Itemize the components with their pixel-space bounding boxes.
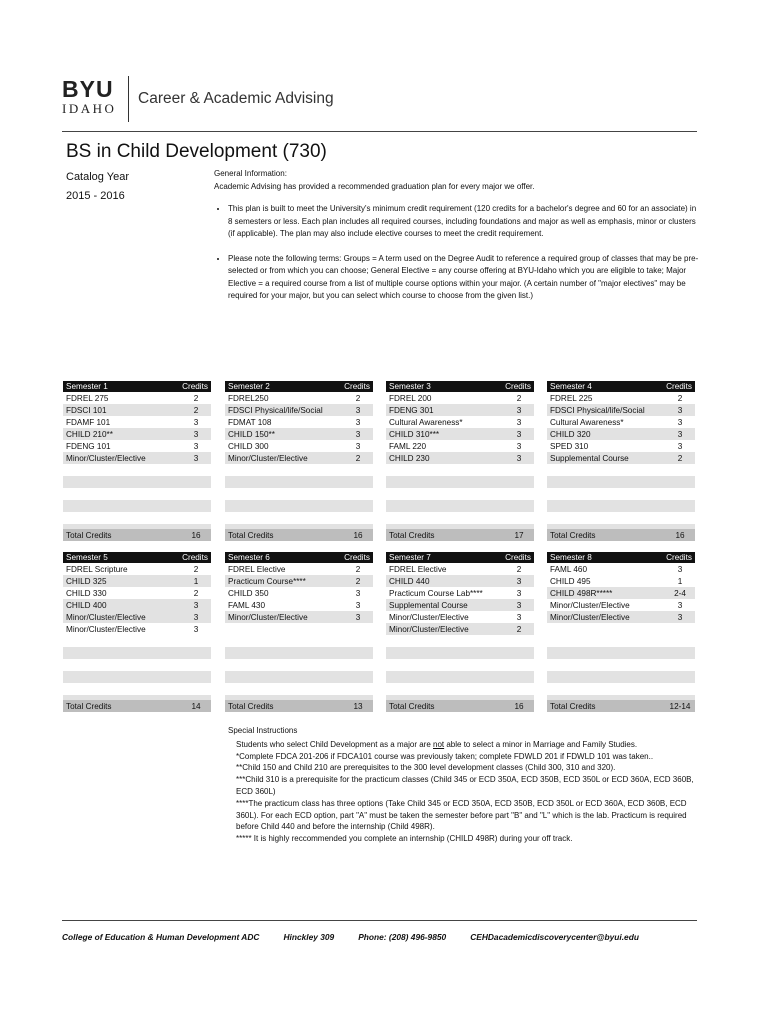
course-name: CHILD 230 <box>389 453 430 463</box>
program-title: BS in Child Development (730) <box>66 141 327 162</box>
course-credits: 3 <box>677 600 683 610</box>
semester-name: Semester 1 <box>66 382 108 391</box>
course-name: FDAMF 101 <box>66 417 111 427</box>
course-credits: 3 <box>355 405 361 415</box>
total-credits-value: 16 <box>514 701 524 711</box>
course-name: FDSCI Physical/life/Social <box>228 405 323 415</box>
course-credits: 3 <box>677 612 683 622</box>
course-credits: 3 <box>355 612 361 622</box>
semester-header <box>63 552 211 563</box>
empty-row <box>63 659 211 671</box>
course-name: SPED 310 <box>550 441 589 451</box>
course-credits: 3 <box>677 405 683 415</box>
empty-row <box>547 464 695 476</box>
header-rule <box>62 131 697 132</box>
course-row <box>225 392 373 404</box>
course-row <box>386 599 534 611</box>
semester-table <box>386 552 534 711</box>
empty-row <box>386 635 534 647</box>
course-row <box>386 416 534 428</box>
total-credits-value: 16 <box>675 530 685 540</box>
semester-name: Semester 4 <box>550 382 592 391</box>
info-bullets <box>214 203 699 303</box>
total-credits-row <box>547 700 695 712</box>
empty-row <box>225 659 373 671</box>
empty-row <box>225 635 373 647</box>
course-row <box>547 428 695 440</box>
empty-row <box>386 476 534 488</box>
course-row <box>547 392 695 404</box>
total-credits-value: 13 <box>353 701 363 711</box>
course-row <box>63 563 211 575</box>
special-line: *Complete FDCA 201-206 if FDCA101 course was previously taken; complete FDWLD 201 if FDWLD 101 was taken.. <box>236 751 654 761</box>
semester-table <box>225 381 373 540</box>
course-row <box>225 416 373 428</box>
course-name: FDREL 200 <box>389 393 432 403</box>
course-credits: 2-4 <box>674 588 686 598</box>
total-credits-label: Total Credits <box>66 701 112 711</box>
course-row <box>63 623 211 635</box>
course-credits: 2 <box>516 393 522 403</box>
semester-table <box>225 552 373 711</box>
course-row <box>225 623 373 635</box>
course-credits: 2 <box>355 453 361 463</box>
info-heading: General Information: <box>214 169 287 178</box>
empty-row <box>547 671 695 683</box>
course-row <box>225 563 373 575</box>
course-credits: 2 <box>355 393 361 403</box>
info-bullet: • Please note the following terms: Groups = A term used on the Degree Audit to reference a required group of classes that may be pre-selected or from which you can choose; General Elective = any course offering at BYU-Idaho which you are eligible to take; Major Elective = a required course from a list of multiple course options within your major. (A certain number of "major electives" may be required for your major, but you can select which course to choose from the given list.) <box>228 253 699 303</box>
total-credits-value: 17 <box>514 530 524 540</box>
course-credits: 3 <box>677 564 683 574</box>
total-credits-row <box>386 700 534 712</box>
course-row <box>547 404 695 416</box>
course-row <box>225 587 373 599</box>
course-name: CHILD 400 <box>66 600 107 610</box>
empty-row <box>386 683 534 695</box>
course-credits: 2 <box>355 576 361 586</box>
course-name: Minor/Cluster/Elective <box>389 624 469 634</box>
footer-rule <box>62 920 697 921</box>
empty-row <box>63 512 211 524</box>
semester-name: Semester 3 <box>389 382 431 391</box>
course-name: CHILD 325 <box>66 576 107 586</box>
course-name: Minor/Cluster/Elective <box>66 624 146 634</box>
course-credits: 3 <box>355 600 361 610</box>
special-line: ****The practicum class has three options (Take Child 345 or ECD 350A, ECD 350B, ECD 350L or ECD 360A, ECD 360B, ECD 360L). For each ECD option, part "A" must be taken the semester before part "B" and "L" which is the lab. Practicum is required before Child 440 and before the internship (Child 498R). <box>236 798 687 832</box>
course-name: FDENG 101 <box>66 441 111 451</box>
empty-row <box>63 488 211 500</box>
course-row <box>63 392 211 404</box>
footer-email: CEHDacademicdiscoverycenter@byui.edu <box>470 932 639 942</box>
course-row <box>386 452 534 464</box>
footer <box>62 932 697 942</box>
empty-row <box>225 671 373 683</box>
empty-row <box>225 476 373 488</box>
total-credits-label: Total Credits <box>389 530 435 540</box>
course-row <box>63 404 211 416</box>
course-row <box>386 611 534 623</box>
empty-row <box>225 500 373 512</box>
course-row <box>63 428 211 440</box>
course-row <box>547 599 695 611</box>
course-name: Cultural Awareness* <box>389 417 463 427</box>
empty-row <box>225 683 373 695</box>
course-name: FAML 430 <box>228 600 266 610</box>
course-credits: 3 <box>193 600 199 610</box>
course-name: FDREL Elective <box>228 564 286 574</box>
course-credits: 3 <box>516 588 522 598</box>
special-text: able to select a minor in Marriage and Family Studies. <box>444 739 638 749</box>
credits-header: Credits <box>505 382 531 391</box>
total-credits-label: Total Credits <box>228 530 274 540</box>
course-name: FDSCI 101 <box>66 405 107 415</box>
special-line: ***Child 310 is a prerequisite for the practicum classes (Child 345 or ECD 350A, ECD 350B, ECD 350L or ECD 360A, ECD 360B, ECD 360L) <box>236 775 694 796</box>
semester-header <box>225 552 373 563</box>
logo-divider <box>128 76 129 122</box>
empty-row <box>63 476 211 488</box>
course-name: Minor/Cluster/Elective <box>66 453 146 463</box>
course-name: FDREL250 <box>228 393 269 403</box>
course-credits: 3 <box>516 429 522 439</box>
course-name: CHILD 210** <box>66 429 113 439</box>
empty-row <box>63 464 211 476</box>
total-credits-value: 12-14 <box>669 701 691 711</box>
course-name: Minor/Cluster/Elective <box>228 612 308 622</box>
course-credits: 3 <box>355 588 361 598</box>
semester-header <box>63 381 211 392</box>
total-credits-row <box>225 529 373 541</box>
special-line <box>228 739 698 751</box>
course-row <box>63 440 211 452</box>
semester-name: Semester 6 <box>228 553 270 562</box>
course-name: FDMAT 108 <box>228 417 272 427</box>
course-credits: 3 <box>193 624 199 634</box>
general-information <box>214 168 699 315</box>
course-credits: 3 <box>516 453 522 463</box>
course-credits: 2 <box>193 393 199 403</box>
semester-header <box>225 381 373 392</box>
special-text: Students who select Child Development as a major are <box>236 739 433 749</box>
semester-header <box>386 381 534 392</box>
credits-header: Credits <box>666 382 692 391</box>
special-line: ***** It is highly reccommended you complete an internship (CHILD 498R) during your off track. <box>236 834 573 844</box>
credits-header: Credits <box>182 553 208 562</box>
special-instructions <box>228 725 698 845</box>
course-credits: 2 <box>193 588 199 598</box>
course-name: CHILD 320 <box>550 429 591 439</box>
course-name: Practicum Course**** <box>228 576 306 586</box>
course-credits: 3 <box>193 441 199 451</box>
course-credits: 2 <box>193 564 199 574</box>
empty-row <box>225 488 373 500</box>
course-row <box>386 623 534 635</box>
semester-name: Semester 8 <box>550 553 592 562</box>
total-credits-row <box>63 529 211 541</box>
course-name: Minor/Cluster/Elective <box>550 612 630 622</box>
department-name: Career & Academic Advising <box>138 90 334 107</box>
course-name: FDREL Elective <box>389 564 447 574</box>
total-credits-row <box>63 700 211 712</box>
footer-phone: Phone: (208) 496-9850 <box>358 932 447 942</box>
course-name: Minor/Cluster/Elective <box>550 600 630 610</box>
course-credits: 3 <box>355 429 361 439</box>
course-row <box>547 623 695 635</box>
empty-row <box>63 635 211 647</box>
empty-row <box>547 500 695 512</box>
course-row <box>225 440 373 452</box>
course-credits: 3 <box>677 441 683 451</box>
course-credits: 2 <box>193 405 199 415</box>
credits-header: Credits <box>505 553 531 562</box>
course-credits: 3 <box>355 417 361 427</box>
course-credits: 3 <box>677 429 683 439</box>
info-bullet: • This plan is built to meet the University's minimum credit requirement (120 credits for a bachelor's degree and 60 for an associate) in 8 semesters or less. Each plan includes all required courses, including foundations and major as well as emphasis, minor or clusters (if applicable). The plan may also include elective courses to meet the credit requirement. <box>228 203 699 241</box>
course-credits: 3 <box>516 405 522 415</box>
total-credits-label: Total Credits <box>550 701 596 711</box>
special-line: **Child 150 and Child 210 are prerequisites to the 300 level development classes (Child 300, 310 and 320). <box>236 763 616 773</box>
course-row <box>63 611 211 623</box>
course-credits: 1 <box>677 576 683 586</box>
semester-table <box>63 381 211 540</box>
catalog-years: 2015 - 2016 <box>66 190 125 202</box>
course-name: CHILD 498R***** <box>550 588 613 598</box>
course-credits: 3 <box>516 600 522 610</box>
course-row <box>386 440 534 452</box>
course-row <box>386 404 534 416</box>
course-credits: 2 <box>516 624 522 634</box>
course-row <box>386 428 534 440</box>
course-credits: 2 <box>355 564 361 574</box>
footer-office: Hinckley 309 <box>283 932 335 942</box>
total-credits-label: Total Credits <box>550 530 596 540</box>
semester-header <box>386 552 534 563</box>
course-row <box>225 575 373 587</box>
total-credits-value: 16 <box>191 530 201 540</box>
empty-row <box>547 659 695 671</box>
course-credits: 3 <box>516 441 522 451</box>
course-row <box>225 428 373 440</box>
empty-row <box>225 647 373 659</box>
semester-header <box>547 381 695 392</box>
course-row <box>386 563 534 575</box>
catalog-year-label: Catalog Year <box>66 171 129 183</box>
course-row <box>225 404 373 416</box>
course-row <box>547 563 695 575</box>
empty-row <box>386 512 534 524</box>
course-credits: 3 <box>677 417 683 427</box>
course-row <box>63 452 211 464</box>
course-name: FAML 460 <box>550 564 588 574</box>
semester-table <box>386 381 534 540</box>
course-row <box>225 452 373 464</box>
total-credits-label: Total Credits <box>66 530 112 540</box>
course-row <box>547 452 695 464</box>
course-name: Supplemental Course <box>550 453 629 463</box>
course-name: Minor/Cluster/Elective <box>66 612 146 622</box>
course-credits: 3 <box>193 417 199 427</box>
course-credits: 1 <box>193 576 199 586</box>
semester-name: Semester 5 <box>66 553 108 562</box>
total-credits-row <box>225 700 373 712</box>
course-name: FAML 220 <box>389 441 427 451</box>
empty-row <box>547 635 695 647</box>
semester-table <box>63 552 211 711</box>
credits-header: Credits <box>666 553 692 562</box>
course-row <box>386 392 534 404</box>
empty-row <box>386 500 534 512</box>
course-name: CHILD 440 <box>389 576 430 586</box>
empty-row <box>386 659 534 671</box>
total-credits-row <box>386 529 534 541</box>
empty-row <box>547 647 695 659</box>
semester-header <box>547 552 695 563</box>
course-row <box>547 575 695 587</box>
course-name: FDREL 225 <box>550 393 593 403</box>
course-row <box>225 599 373 611</box>
empty-row <box>63 671 211 683</box>
credits-header: Credits <box>344 553 370 562</box>
course-name: CHILD 350 <box>228 588 269 598</box>
course-row <box>547 416 695 428</box>
course-name: FDENG 301 <box>389 405 434 415</box>
total-credits-value: 14 <box>191 701 201 711</box>
course-row <box>63 599 211 611</box>
course-credits: 2 <box>677 393 683 403</box>
course-credits: 3 <box>193 429 199 439</box>
course-row <box>63 587 211 599</box>
course-credits: 2 <box>677 453 683 463</box>
special-heading: Special Instructions <box>228 726 298 735</box>
byu-logo-text: BYU <box>62 76 114 102</box>
empty-row <box>547 476 695 488</box>
course-credits: 3 <box>355 441 361 451</box>
course-name: Cultural Awareness* <box>550 417 624 427</box>
total-credits-label: Total Credits <box>389 701 435 711</box>
semester-table <box>547 381 695 540</box>
course-name: CHILD 310*** <box>389 429 440 439</box>
course-name: CHILD 330 <box>66 588 107 598</box>
empty-row <box>225 512 373 524</box>
course-row <box>547 440 695 452</box>
course-row <box>547 587 695 599</box>
course-credits: 3 <box>193 453 199 463</box>
empty-row <box>386 488 534 500</box>
course-row <box>547 611 695 623</box>
course-credits: 3 <box>193 612 199 622</box>
course-name: FDSCI Physical/life/Social <box>550 405 645 415</box>
info-intro: Academic Advising has provided a recommended graduation plan for every major we offer. <box>214 181 535 191</box>
course-row <box>386 575 534 587</box>
empty-row <box>386 647 534 659</box>
course-credits: 3 <box>516 612 522 622</box>
empty-row <box>225 464 373 476</box>
total-credits-label: Total Credits <box>228 701 274 711</box>
course-name: Supplemental Course <box>389 600 468 610</box>
total-credits-value: 16 <box>353 530 363 540</box>
course-name: Minor/Cluster/Elective <box>228 453 308 463</box>
course-row <box>225 611 373 623</box>
credits-header: Credits <box>344 382 370 391</box>
empty-row <box>63 647 211 659</box>
semester-table <box>547 552 695 711</box>
empty-row <box>547 683 695 695</box>
empty-row <box>386 671 534 683</box>
semester-name: Semester 7 <box>389 553 431 562</box>
total-credits-row <box>547 529 695 541</box>
empty-row <box>547 512 695 524</box>
course-row <box>63 416 211 428</box>
footer-college: College of Education & Human Development ADC <box>62 932 260 942</box>
course-credits: 2 <box>516 564 522 574</box>
credits-header: Credits <box>182 382 208 391</box>
course-name: FDREL 275 <box>66 393 109 403</box>
course-name: CHILD 495 <box>550 576 591 586</box>
empty-row <box>63 500 211 512</box>
empty-row <box>547 488 695 500</box>
course-name: CHILD 300 <box>228 441 269 451</box>
course-row <box>63 575 211 587</box>
course-name: Practicum Course Lab**** <box>389 588 483 598</box>
idaho-logo-text: IDAHO <box>62 101 117 116</box>
empty-row <box>386 464 534 476</box>
course-name: CHILD 150** <box>228 429 275 439</box>
course-credits: 3 <box>516 417 522 427</box>
course-name: Minor/Cluster/Elective <box>389 612 469 622</box>
semester-name: Semester 2 <box>228 382 270 391</box>
course-row <box>386 587 534 599</box>
special-emphasis: not <box>433 739 445 749</box>
course-name: FDREL Scripture <box>66 564 128 574</box>
empty-row <box>63 683 211 695</box>
course-credits: 3 <box>516 576 522 586</box>
